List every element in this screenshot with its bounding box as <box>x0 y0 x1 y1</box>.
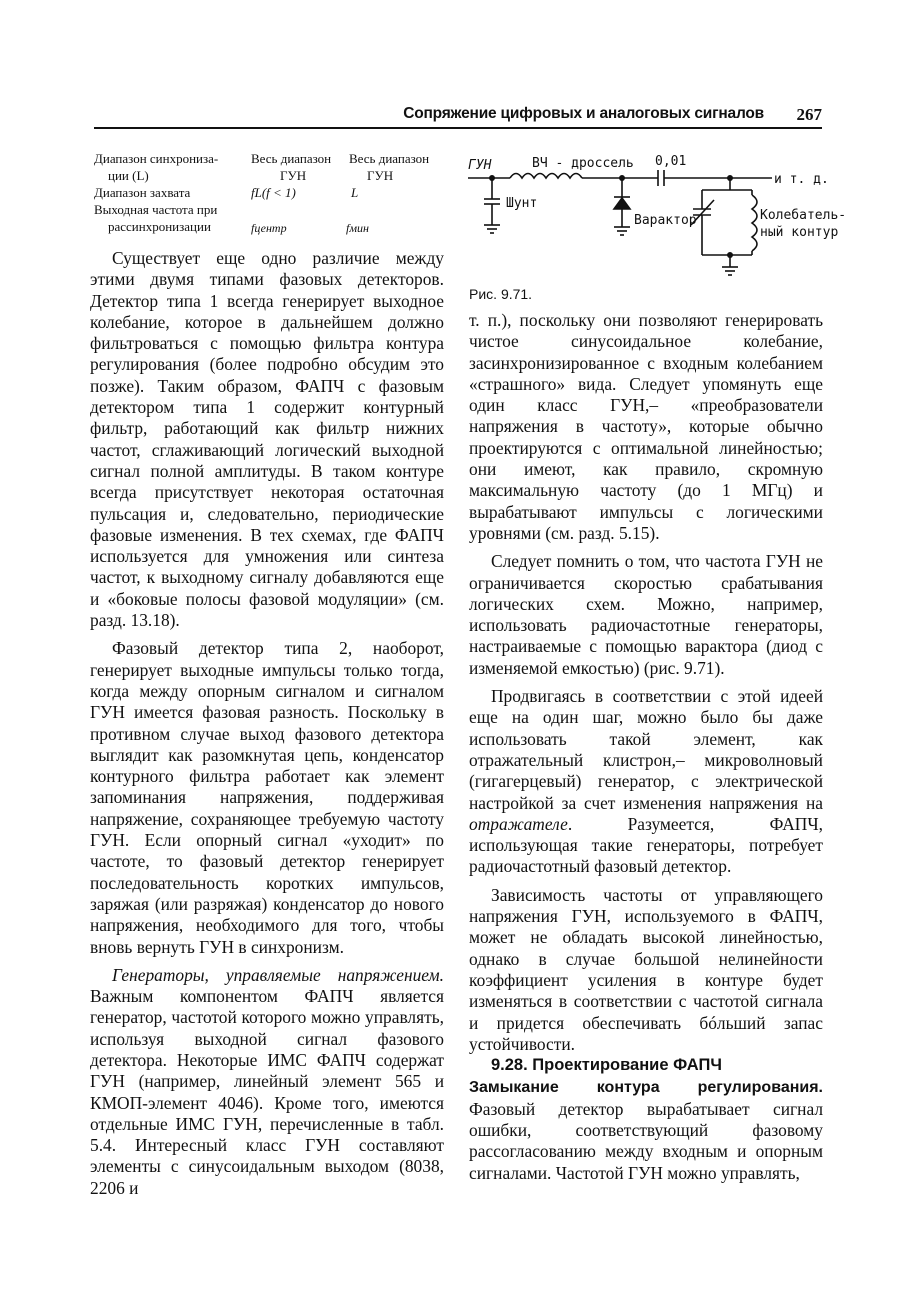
paragraph: Зависимость частоты от управляющего напряжения ГУН, используемого в ФАПЧ, может не обладать высокой линейностью, однако в случае большой нелинейности коэффициент усиления в контуре будет изменяться в соответствии с частотой сигнала и придется обеспечивать бóльший запас устойчивости. <box>469 884 823 1054</box>
varactor-tuned-oscillator-schematic <box>462 145 847 285</box>
running-header <box>94 105 822 127</box>
paragraph: т. п.), поскольку они позволяют генерировать чистое синусоидальное колебание, засинхронизированное с входным колебанием «страшного» вида. Следует упомянуть еще один класс ГУН,– «преобразователи напряжения в частоту», которые обычно проектируются с оптимальной линейностью; они имеют, как правило, скромную максимальную частоту (до 1 МГц) и вырабатывают импульсы с логическими уровнями (см. разд. 5.15). <box>469 310 823 543</box>
inline-heading: Генераторы, управляемые напряжением. <box>112 964 444 985</box>
tank-label-line1: Колебатель- <box>760 208 847 223</box>
table-cell: ГУН <box>367 168 394 183</box>
section-heading: 9.28. Проектирование ФАПЧ <box>491 1056 722 1075</box>
rf-choke-label: ВЧ - дроссель <box>532 156 634 171</box>
paragraph-text: Продвигаясь в соответствии с этой идеей еще на один шаг, можно было бы даже использовать такой элемент, как отражательный клистрон,– микроволновый (гигагерцевый) генератор, с электрической настройкой за счет изменения напряжения на <box>469 686 823 813</box>
paragraph: Следует помнить о том, что частота ГУН не ограничивается скоростью срабатывания логических схем. Можно, например, использовать радиочастотные генераторы, настраиваемые с помощью варактора (диод с изменяемой емкостью) (рис. 9.71). <box>469 551 823 678</box>
page-number: 267 <box>796 105 822 124</box>
tank-label-line2: ный контур <box>760 225 839 240</box>
table-cell: fцентр <box>251 221 287 235</box>
left-column <box>90 248 444 1199</box>
paragraph <box>469 1076 823 1183</box>
varactor-label: Варактор <box>634 213 697 228</box>
table-cell: Диапазон захвата <box>94 185 191 200</box>
paragraph <box>90 965 444 1199</box>
table-cell: fмин <box>346 221 369 235</box>
figure-caption: Рис. 9.71. <box>469 286 533 302</box>
table-cell: Весь диапазон <box>251 151 332 166</box>
table-cell: ции (L) <box>108 168 149 183</box>
table-cell: ГУН <box>280 168 307 183</box>
right-column <box>469 310 823 1184</box>
table-cell: Выходная частота при <box>94 202 218 217</box>
vco-label: ГУН <box>468 158 492 173</box>
shunt-label: Шунт <box>506 196 538 211</box>
paragraph-text: . Разумеется, ФАПЧ, использующая такие генераторы, потребует радиочастотный фазовый детектор. <box>469 813 823 877</box>
paragraph <box>469 686 823 878</box>
emphasis: отражателе <box>469 813 568 834</box>
paragraph: Существует еще одно различие между этими двумя типами фазовых детекторов. Детектор типа 1 всегда генерирует выходное колебание, которое в дальнейшем должно фильтроваться с помощью фильтра контура регулирования (более подробно обсудим это позже). Таким образом, ФАПЧ с фазовым детектором типа 1 содержит контурный фильтр, работающий как фильтр нижних частот, сглаживающий логический выходной сигнал полной амплитуды. В таком контуре всегда присутствует некоторая остаточная пульсация и, следовательно, периодические фазовые изменения. В тех схемах, где ФАПЧ используется для умножения или синтеза частот, к выходному сигналу добавляются еще и «боковые полосы фазовой модуляции» (см. разд. 13.18). <box>90 248 444 631</box>
paragraph: Фазовый детектор типа 2, наоборот, генерирует выходные импульсы только тогда, когда между опорным сигналом и сигналом ГУН имеется фазовая разность. Поскольку в противном случае выход фазового детектора выглядит как разомкнутая цепь, конденсатор контурного фильтра работает как элемент запоминания напряжения, поддерживая напряжение, сохраняющее требуемую частоту ГУН. Если опорный сигнал «уходит» по частоте, то фазовый детектор генерирует последовательность коротких импульсов, заряжая (или разряжая) конденсатор до нового напряжения, необходимого для того, чтобы вновь вернуть ГУН в синхронизм. <box>90 638 444 957</box>
running-title: Сопряжение цифровых и аналоговых сигналов <box>403 105 764 122</box>
capacitor-value-label: 0,01 <box>655 154 687 169</box>
etc-label: и т. д. <box>774 172 829 187</box>
header-rule <box>94 127 822 129</box>
table-cell: рассинхронизации <box>108 219 211 234</box>
paragraph-text: Важным компонентом ФАПЧ является генератор, частотой которого можно управлять, используя выходной сигнал фазового детектора. Некоторые ИМС ФАПЧ содержат ГУН (например, линейный элемент 565 и КМОП-элемент 4046). Кроме того, имеются отдельные ИМС ГУН, перечисленные в табл. 5.4. Интересный класс ГУН составляют элементы с синусоидальным выходом (8038, 2206 и <box>90 986 444 1198</box>
paragraph-text: Фазовый детектор вырабатывает сигнал ошибки, соответствующий фазовому рассогласованию между входным и опорным сигналами. Частотой ГУН можно управлять, <box>469 1098 823 1183</box>
table-cell: fL(f < 1) <box>251 185 296 200</box>
table-cell: Диапазон синхрониза- <box>94 151 219 166</box>
table-cell: Весь диапазон <box>349 151 430 166</box>
run-in-heading: Замыкание контура регулирования. <box>469 1079 823 1097</box>
table-cell: L <box>351 185 359 200</box>
